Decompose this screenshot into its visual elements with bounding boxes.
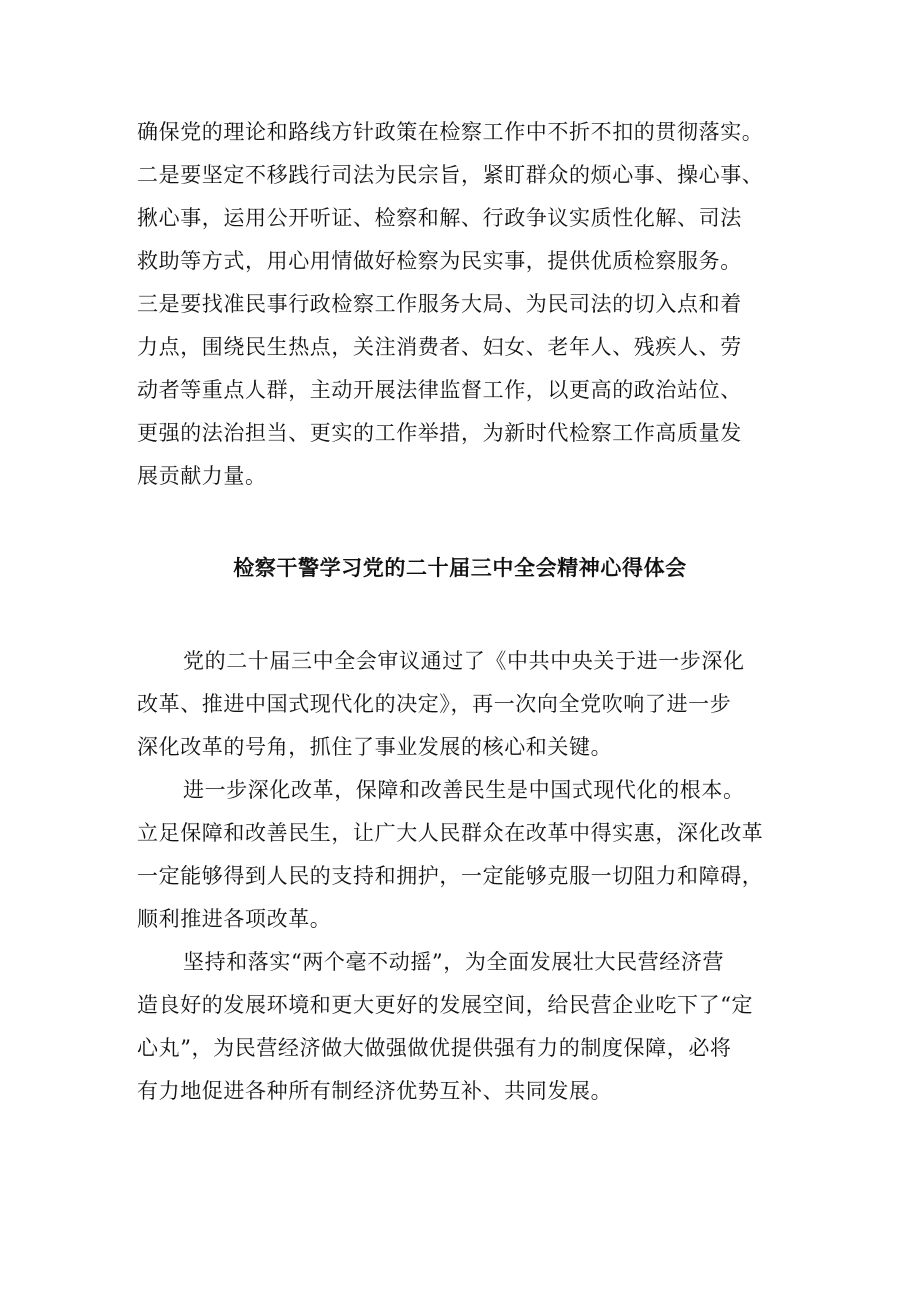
text-line: 改革、推进中国式现代化的决定》，再一次向全党吹响了进一步 [137, 692, 732, 716]
article-paragraph-3 [137, 941, 787, 1113]
text-line: 救助等方式，用心用情做好检察为民实事，提供优质检察服务。 [137, 249, 742, 273]
text-line: 顺利推进各项改革。 [137, 907, 332, 931]
article-paragraph-2 [137, 769, 787, 941]
text-line: 二是要坚定不移践行司法为民宗旨，紧盯群众的烦心事、操心事、 [137, 163, 764, 187]
text-line: 三是要找准民事行政检察工作服务大局、为民司法的切入点和着 [137, 292, 742, 316]
text-line: 心丸”，为民营经济做大做强做优提供强有力的制度保障，必将 [137, 1036, 732, 1060]
text-line: 坚持和落实“两个毫不动摇”，为全面发展壮大民营经济营 [183, 950, 725, 974]
article-paragraph-1 [137, 640, 787, 769]
text-line: 确保党的理论和路线方针政策在检察工作中不折不扣的贯彻落实。 [137, 120, 764, 144]
text-line: 进一步深化改革，保障和改善民生是中国式现代化的根本。 [183, 778, 745, 802]
text-line: 造良好的发展环境和更大更好的发展空间，给民营企业吃下了“定 [137, 993, 754, 1017]
text-line: 党的二十届三中全会审议通过了《中共中央关于进一步深化 [183, 649, 745, 673]
text-line: 展贡献力量。 [137, 464, 267, 488]
text-line: 有力地促进各种所有制经济优势互补、共同发展。 [137, 1079, 613, 1103]
text-line: 深化改革的号角，抓住了事业发展的核心和关键。 [137, 735, 613, 759]
article-title: 检察干警学习党的二十届三中全会精神心得体会 [233, 556, 687, 580]
text-line: 立足保障和改善民生，让广大人民群众在改革中得实惠，深化改革 [137, 821, 764, 845]
text-line: 揪心事，运用公开听证、检察和解、行政争议实质性化解、司法 [137, 206, 742, 230]
text-line: 一定能够得到人民的支持和拥护，一定能够克服一切阻力和障碍， [137, 864, 764, 888]
text-line: 力点，围绕民生热点，关注消费者、妇女、老年人、残疾人、劳 [137, 335, 742, 359]
continuation-paragraph [137, 111, 787, 498]
text-line: 更强的法治担当、更实的工作举措，为新时代检察工作高质量发 [137, 421, 742, 445]
text-line: 动者等重点人群，主动开展法律监督工作，以更高的政治站位、 [137, 378, 742, 402]
